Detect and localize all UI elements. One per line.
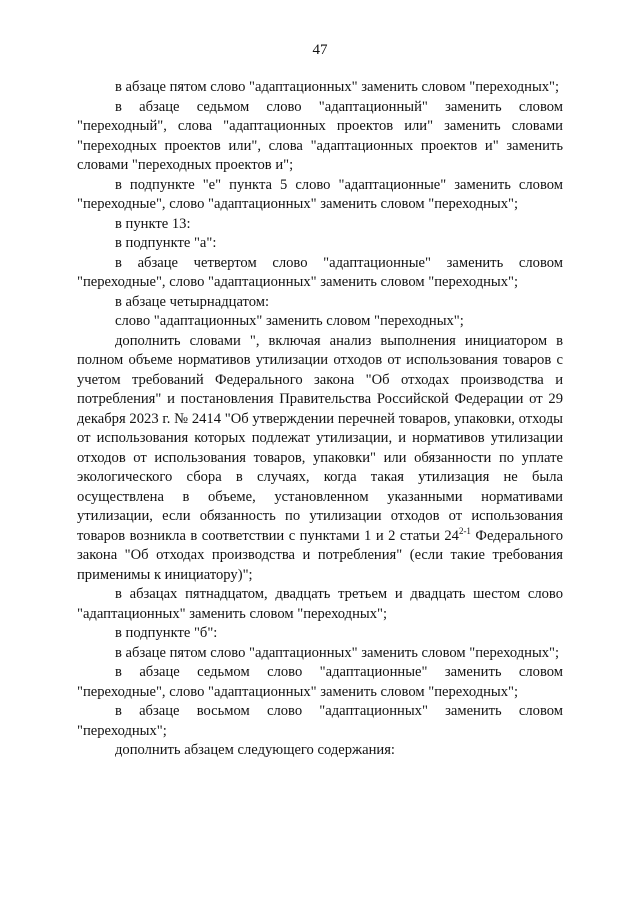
paragraph-with-superscript: [77, 332, 563, 586]
document-body: [77, 78, 563, 761]
paragraph: в подпункте "е" пункта 5 слово "адаптационные" заменить словом "переходные", слово "адаптационных" заменить словом "переходных";: [77, 176, 563, 212]
paragraph: в абзаце пятом слово "адаптационных" заменить словом "переходных";: [115, 79, 560, 95]
article-superscript: 2-1: [458, 525, 471, 536]
paragraph: в абзацах пятнадцатом, двадцать третьем и двадцать шестом слово "адаптационных" заменить словом "переходных";: [77, 586, 563, 622]
paragraph: в абзаце восьмом слово "адаптационных" заменить словом "переходных";: [77, 703, 563, 739]
paragraph: слово "адаптационных" заменить словом "переходных";: [115, 313, 464, 329]
page-number: 47: [312, 42, 328, 58]
paragraph: в абзаце седьмом слово "адаптационный" заменить словом "переходный", слова "адаптационных проектов или" заменить словами "переходных проектов или", слова "адаптационных проектов и" заменить словами "переходных проектов и";: [77, 98, 563, 173]
paragraph-text: Федерального закона "Об отходах производства и потребления" (если такие требования применимы к инициатору)";: [77, 527, 563, 583]
paragraph: в абзаце четырнадцатом:: [115, 293, 270, 310]
paragraph-text: дополнить словами ", включая анализ выполнения инициатором в полном объеме нормативов утилизации отходов от использования товаров с учетом требований Федерального закона "Об отходах производства и потребления" и постановления Правительства Российской Федерации от 29 декабря 2023 г. № 2414 "Об утверждении перечней товаров, упаковки, отходы от использования которых подлежат утилизации, и нормативов утилизации отходов от использования товаров, упаковки" или обязанности по уплате экологического сбора в случаях, когда такая утилизация не была осуществлена в объеме, установленном указанными нормативами утилизации, если обязанность по утилизации отходов от использования товаров возникла в соответствии с пунктами 1 и 2 статьи 24: [77, 332, 563, 544]
paragraph: дополнить абзацем следующего содержания:: [115, 742, 395, 758]
paragraph: в абзаце четвертом слово "адаптационные" заменить словом "переходные", слово "адаптационных" заменить словом "переходных";: [77, 254, 563, 290]
paragraph: в абзаце седьмом слово "адаптационные" заменить словом "переходные", слово "адаптационных" заменить словом "переходных";: [77, 664, 563, 700]
paragraph: в подпункте "б":: [115, 625, 218, 641]
paragraph: в пункте 13:: [115, 215, 191, 232]
paragraph: в абзаце пятом слово "адаптационных" заменить словом "переходных";: [115, 644, 560, 661]
paragraph: в подпункте "а":: [115, 235, 217, 251]
